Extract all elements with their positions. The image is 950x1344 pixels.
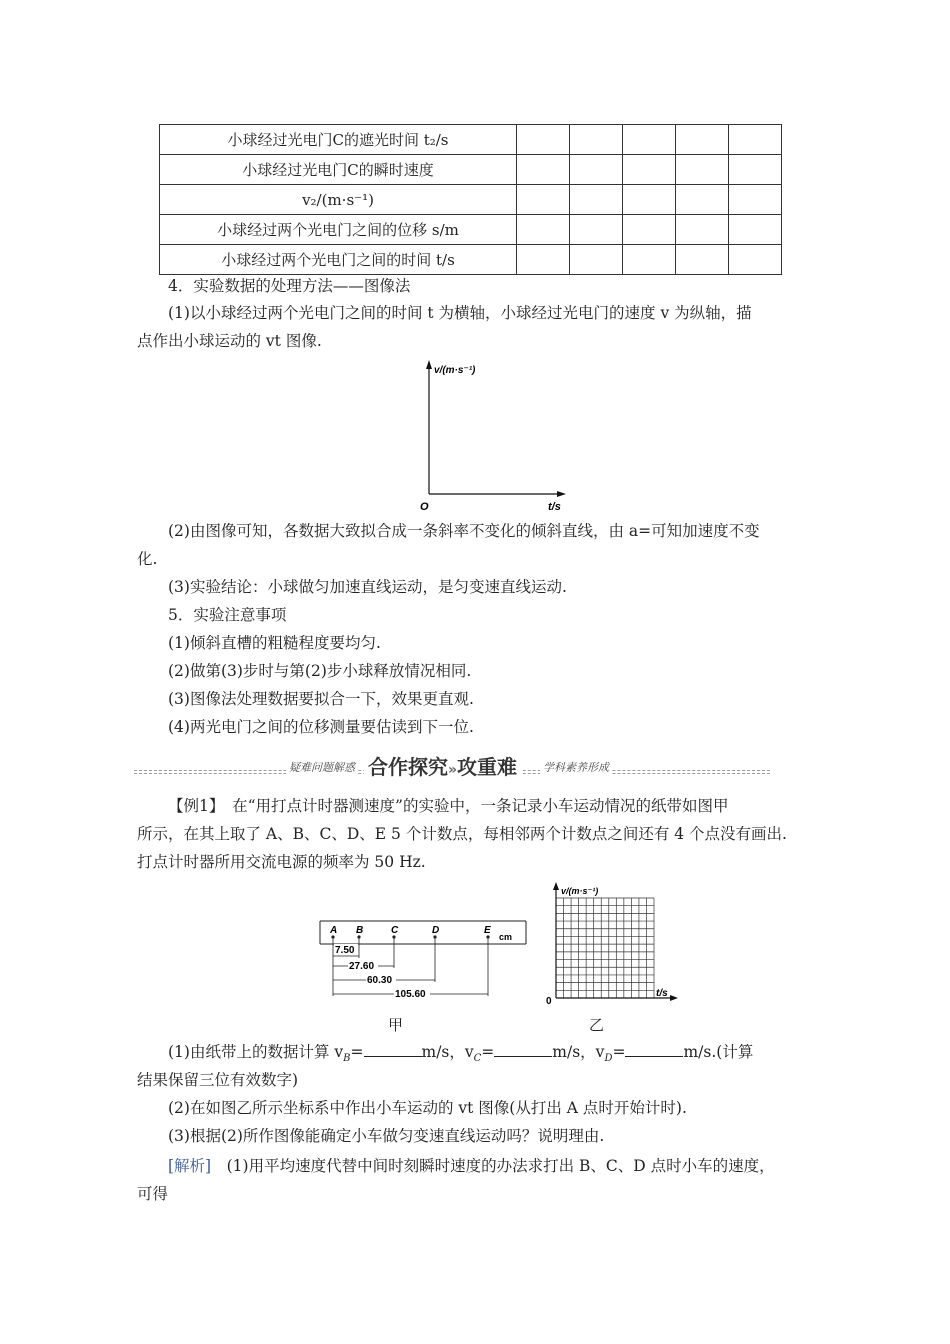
point-label: D <box>432 925 440 936</box>
point-label: E <box>484 925 491 936</box>
example-line3: 打点计时器所用交流电源的频率为 50 Hz. <box>137 853 426 871</box>
x-axis-label: t/s <box>656 988 668 999</box>
section-banner <box>134 751 770 777</box>
analysis-tag: [解析] <box>168 1157 212 1175</box>
point-label: C <box>391 925 399 936</box>
row-label: 小球经过光电门C的瞬时速度 <box>160 155 517 185</box>
question-3: (3)根据(2)所作图像能确定小车做匀变速直线运动吗？说明理由. <box>168 1127 605 1145</box>
distance-label: 105.60 <box>395 989 426 1000</box>
x-axis-label: t/s <box>548 501 561 513</box>
section4-item1-line2: 点作出小球运动的 vt 图像. <box>137 332 322 350</box>
vt-graph-empty <box>410 358 570 516</box>
row-label: v₂/(m·s⁻¹) <box>160 185 517 215</box>
table-row <box>160 245 782 275</box>
table-row <box>160 125 782 155</box>
table-row <box>160 215 782 245</box>
point-label: A <box>330 925 338 936</box>
y-axis-arrow <box>426 360 432 369</box>
distance-label: 27.60 <box>349 961 375 972</box>
section4-item3: (3)实验结论：小球做匀加速直线运动，是匀变速直线运动. <box>168 578 567 596</box>
caption-yi: 乙 <box>589 1016 605 1034</box>
example-line2: 所示，在其上取了 A、B、C、D、E 5 个计数点，每相邻两个计数点之间还有 4 个点没有画出. <box>137 825 787 843</box>
row-label: 小球经过两个光电门之间的时间 t/s <box>160 245 517 275</box>
table-row <box>160 155 782 185</box>
answer-blank-vc[interactable] <box>494 1042 552 1057</box>
question-2: (2)在如图乙所示坐标系中作出小车运动的 vt 图像(从打出 A 点时开始计时). <box>168 1099 687 1117</box>
table-row <box>160 185 782 215</box>
grid-lines <box>556 898 654 998</box>
tape-unit: cm <box>499 932 513 942</box>
section5-heading: 5．实验注意事项 <box>168 606 287 624</box>
y-axis-arrow <box>553 882 559 890</box>
banner-title: 合作探究»攻重难 <box>364 751 521 780</box>
distance-label: 60.30 <box>367 975 393 986</box>
y-axis-label: v/(m·s⁻¹) <box>434 365 476 376</box>
paper-tape-figure <box>318 918 530 1000</box>
question-1-line2: 结果保留三位有效数字) <box>137 1071 299 1089</box>
x-axis-arrow <box>557 491 566 497</box>
x-axis-arrow <box>670 995 678 1001</box>
section4-item2-line2: 化. <box>137 550 158 568</box>
banner-left-text: 疑难问题解惑 <box>286 759 358 775</box>
data-table <box>159 124 782 275</box>
y-axis-label: v/(m·s⁻¹) <box>561 886 599 896</box>
origin-label: O <box>420 501 429 513</box>
row-label: 小球经过光电门C的遮光时间 t₂/s <box>160 125 517 155</box>
origin-label: 0 <box>546 996 552 1006</box>
distance-label: 7.50 <box>335 945 355 956</box>
section4-heading: 4．实验数据的处理方法——图像法 <box>168 277 411 295</box>
question-1-line1: (1)由纸带上的数据计算 $v_B= m/s$，$v_C= m/s$，$v_D= m/s$.(计算 <box>168 1043 754 1065</box>
answer-blank-vd[interactable] <box>625 1042 683 1057</box>
analysis-line2: 可得 <box>137 1185 169 1203</box>
section5-item: (4)两光电门之间的位移测量要估读到下一位. <box>168 718 474 736</box>
section5-item: (2)做第(3)步时与第(2)步小球释放情况相同. <box>168 662 472 680</box>
section5-item: (1)倾斜直槽的粗糙程度要均匀. <box>168 634 381 652</box>
section4-item2-line1: (2)由图像可知，各数据大致拟合成一条斜率不变化的倾斜直线，由 a=可知加速度不变 <box>168 522 760 540</box>
point-label: B <box>356 925 364 936</box>
section5-item: (3)图像法处理数据要拟合一下，效果更直观. <box>168 690 474 708</box>
answer-blank-vb[interactable] <box>364 1042 422 1057</box>
example-line1: 【例1】 在“用打点计时器测速度”的实验中，一条记录小车运动情况的纸带如图甲 <box>168 797 729 815</box>
banner-right-text: 学科素养形成 <box>540 759 612 775</box>
vt-grid-graph <box>540 880 680 1006</box>
row-label: 小球经过两个光电门之间的位移 s/m <box>160 215 517 245</box>
analysis-line1: [解析] (1)用平均速度代替中间时刻瞬时速度的办法求打出 B、C、D 点时小车的速度， <box>168 1157 775 1175</box>
caption-jia: 甲 <box>388 1016 404 1034</box>
section4-item1-line1: (1)以小球经过两个光电门之间的时间 t 为横轴，小球经过光电门的速度 v 为纵轴，描 <box>168 304 752 322</box>
